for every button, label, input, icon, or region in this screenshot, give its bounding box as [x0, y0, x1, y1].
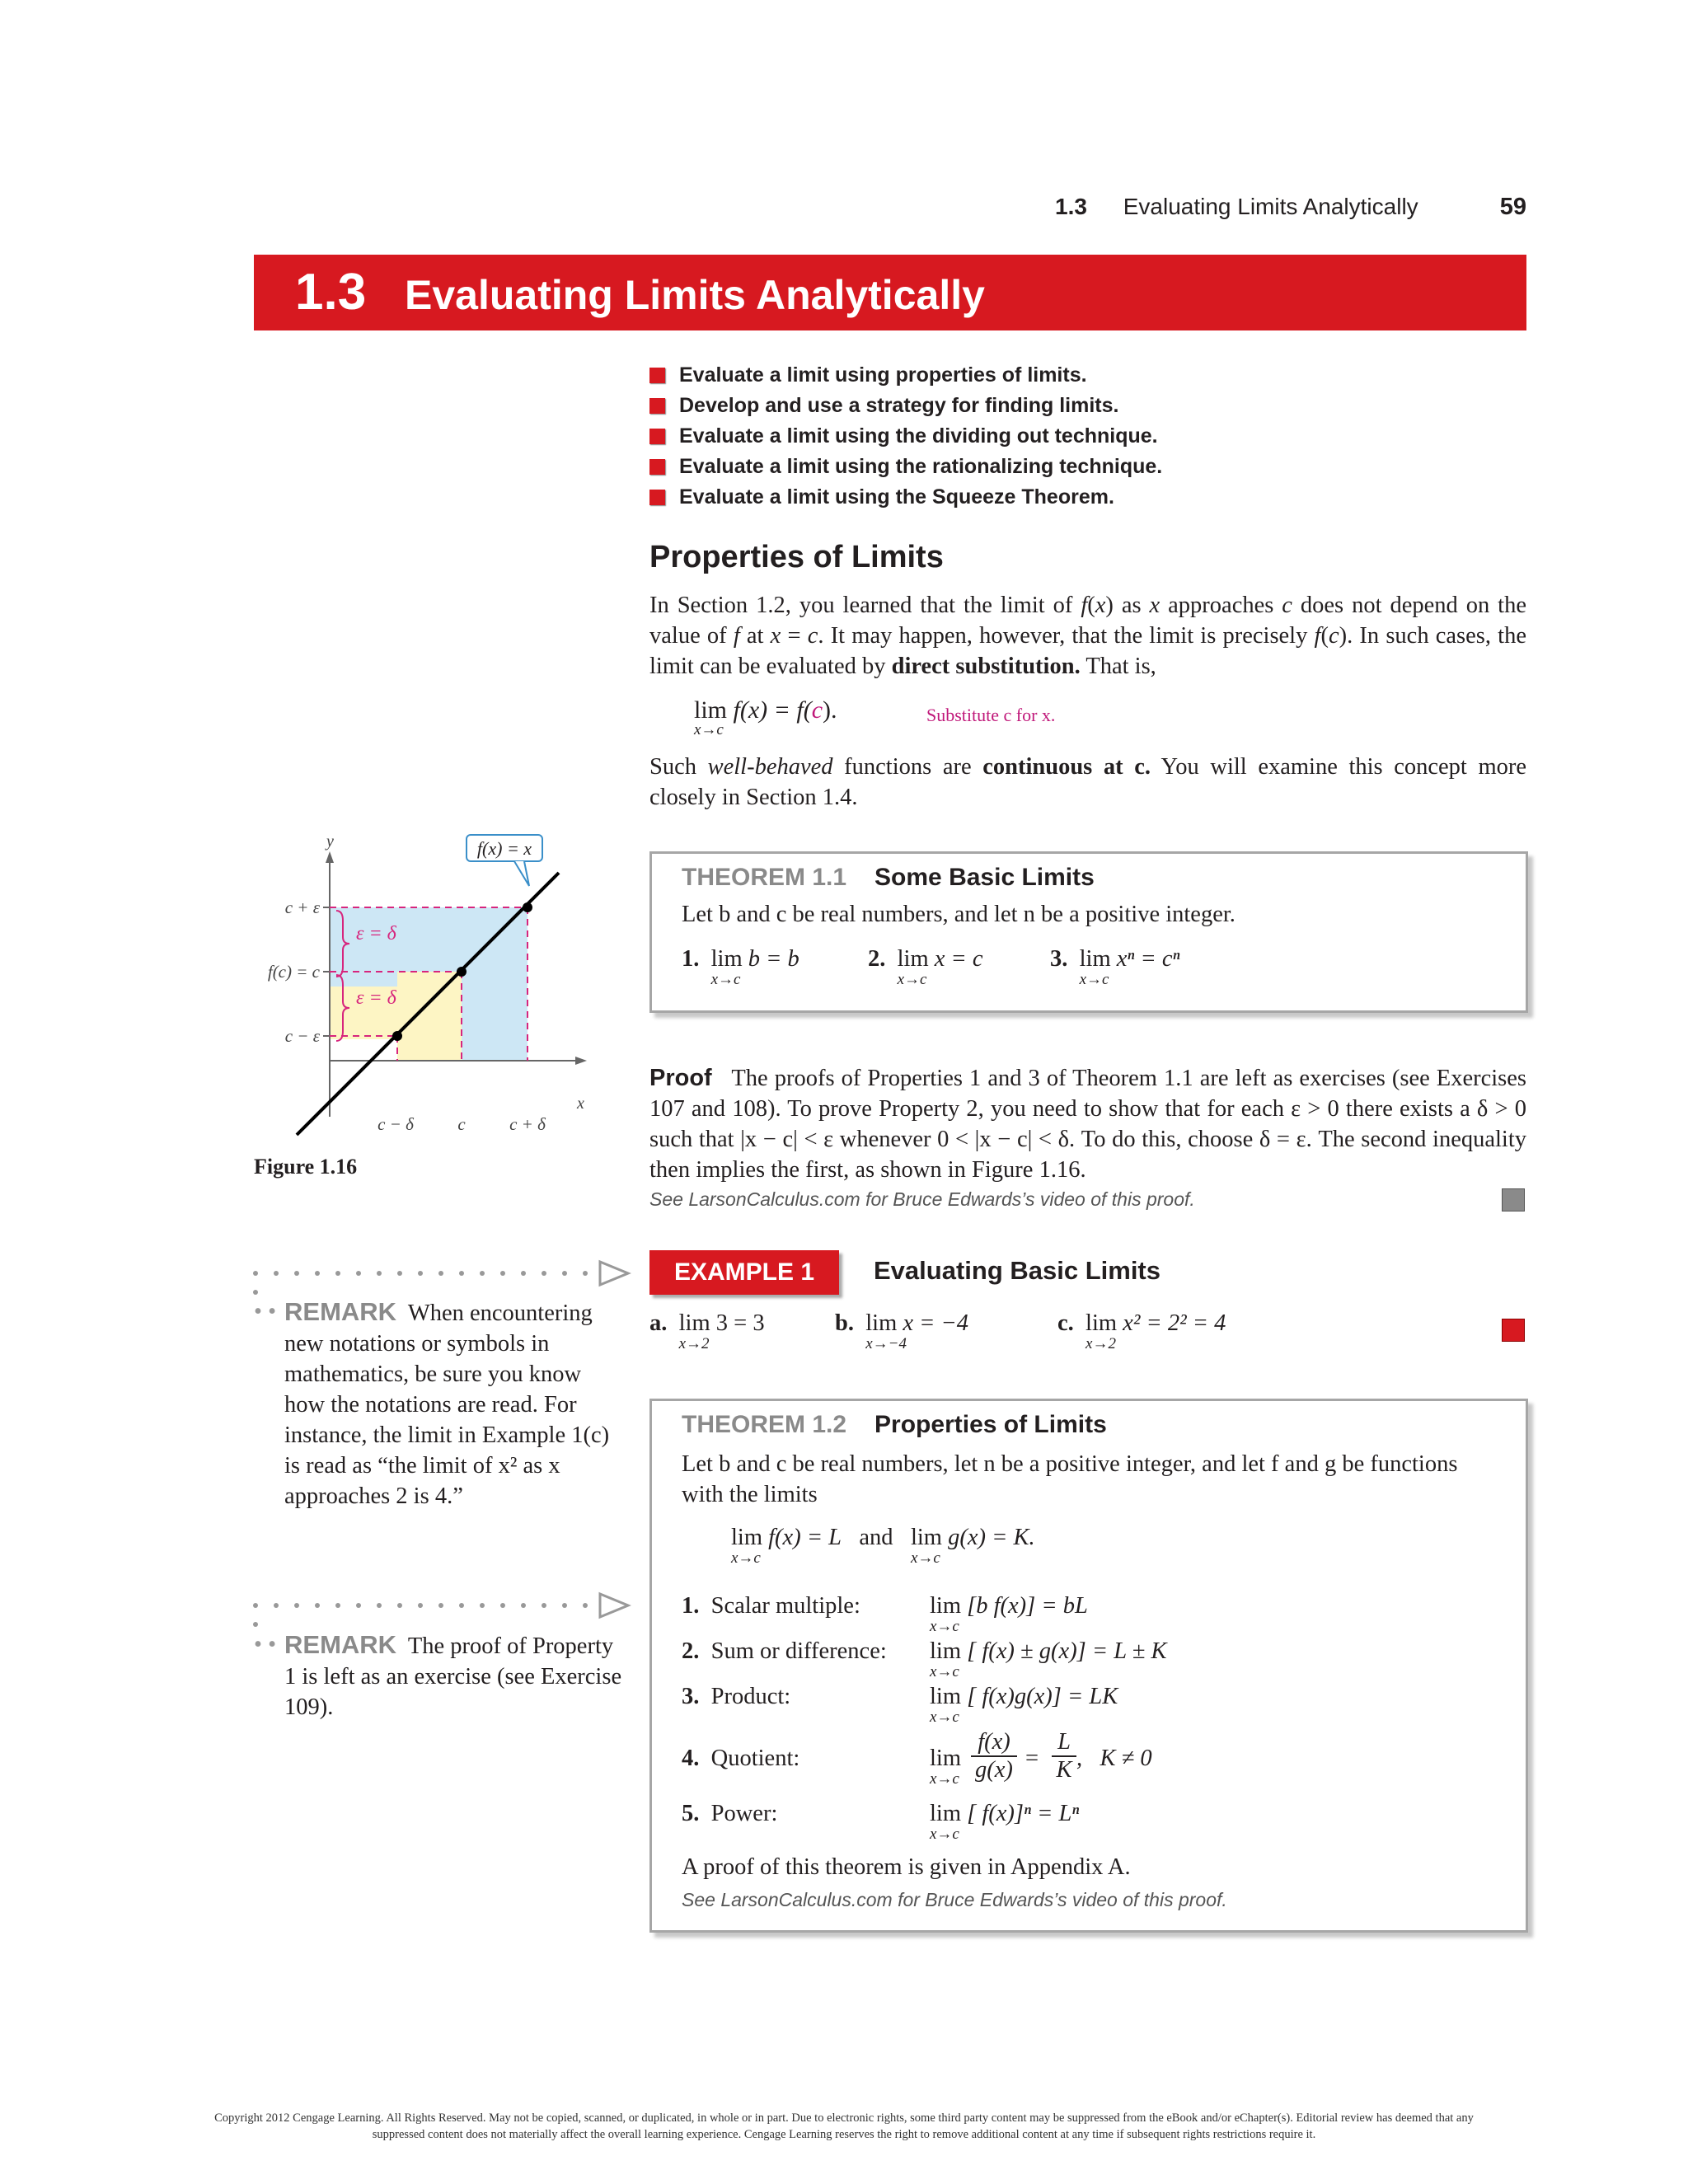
example-1-part: c. lim x→2 x² = 2² = 4 — [1057, 1310, 1226, 1352]
running-head — [1055, 194, 1526, 220]
remark-2: • • REMARK The proof of Property 1 is left as an exercise (see Exercise 109). — [254, 1630, 622, 1720]
running-head-section: 1.3 — [1055, 194, 1087, 219]
bullet-square-icon — [649, 368, 665, 383]
objective-item: Develop and use a strategy for finding limits. — [649, 391, 1523, 421]
x-tick-label: c − δ — [377, 1114, 414, 1134]
proof-label: Proof — [649, 1065, 712, 1091]
theorem-1-1-statement: Let b and c be real numbers, and let n be a positive integer. — [682, 902, 1236, 927]
x-axis-arrow-icon — [575, 1057, 587, 1065]
function-label: f(x) = x — [476, 838, 532, 859]
pointer-arrow-icon — [600, 1262, 628, 1285]
proof-video-link[interactable]: See LarsonCalculus.com for Bruce Edwards’s video of this proof. — [649, 1188, 1195, 1210]
remark-1: • • REMARK When encountering new notations or symbols in mathematics, be sure you know how the notations are read. For instance, the limit in Example 1(c) is read as “the limit of x² as x approaches 2 is 4.” — [254, 1297, 610, 1509]
intro-paragraph: In Section 1.2, you learned that the limit of f(x) as x approaches c does not depend on the value of f at x = c. It may happen, however, that the limit is precisely f(c). In such cases, the limit can be evaluated by direct substitution. That is, — [649, 593, 1526, 679]
example-1-part: a. lim x→2 3 = 3 — [649, 1310, 765, 1352]
section-banner — [254, 255, 1526, 330]
theorem-1-2-given: lim x→c f(x) = L and lim x→c g(x) = K. — [731, 1525, 1035, 1567]
bullet-square-icon — [649, 490, 665, 505]
objective-item: Evaluate a limit using the dividing out technique. — [649, 421, 1523, 452]
bullet-square-icon — [649, 429, 665, 444]
point-center — [457, 967, 467, 977]
brace-label: ε = δ — [356, 923, 396, 944]
x-axis-label: x — [577, 1094, 584, 1113]
property-formula: lim x→c [ f(x)]ⁿ = Lⁿ — [930, 1801, 1080, 1843]
proof-paragraph: Proof The proofs of Properties 1 and 3 of Theorem 1.1 are left as exercises (see Exercises 107 and 108). To prove Property 2, you need to show that for each ε > 0 there exists a δ > 0 such that |x − c| < ε whenever 0 < |x − c| < δ. To do this, choose δ = ε. The second inequality then implies the first, as shown in Figure 1.16. — [649, 1065, 1526, 1183]
property-label: 4. Quotient: — [682, 1746, 800, 1771]
objective-item: Evaluate a limit using the Squeeze Theorem. — [649, 482, 1523, 513]
theorem-1-2-header: THEOREM 1.2 Properties of Limits — [682, 1411, 1107, 1438]
property-label: 2. Sum or difference: — [682, 1638, 887, 1664]
property-formula: lim x→c f(x) g(x) = L K , K ≠ 0 — [930, 1729, 1152, 1788]
figure-caption: Figure 1.16 — [254, 1155, 358, 1179]
theorem-1-1-box — [649, 851, 1528, 1013]
section-heading: Properties of Limits — [649, 540, 944, 574]
y-tick-label: f(c) = c — [267, 962, 320, 982]
theorem-1-2-statement: Let b and c be real numbers, let n be a positive integer, and let f and g be functions with the limits — [682, 1451, 1458, 1507]
example-1-tab: EXAMPLE 1 — [649, 1250, 839, 1295]
bullet-square-icon — [649, 398, 665, 414]
end-example-square-icon — [1502, 1319, 1525, 1342]
pointer-arrow-icon — [600, 1594, 628, 1617]
x-tick-label: c — [457, 1114, 466, 1134]
objective-item: Evaluate a limit using the rationalizing technique. — [649, 452, 1523, 482]
x-tick-label: c + δ — [509, 1114, 546, 1134]
theorem-1-1-item: 2. lim x→c x = c — [868, 946, 983, 988]
substitution-note: Substitute c for x. — [926, 705, 1056, 725]
running-head-title: Evaluating Limits Analytically — [1123, 194, 1418, 219]
property-label: 3. Product: — [682, 1684, 791, 1709]
end-proof-square-icon — [1502, 1188, 1525, 1212]
theorem-1-1-item: 1. lim x→c b = b — [682, 946, 799, 988]
property-formula: lim x→c [ f(x)g(x)] = LK — [930, 1684, 1118, 1726]
objective-item: Evaluate a limit using properties of limits. — [649, 360, 1523, 391]
objectives-list — [649, 360, 1523, 513]
direct-substitution-equation: lim x→c f(x) = f(c). — [694, 696, 837, 738]
continuity-paragraph: Such well-behaved functions are continuous at c. You will examine this concept more closely in Section 1.4. — [649, 754, 1527, 810]
theorem-1-2-closing: A proof of this theorem is given in Appendix A. — [682, 1854, 1131, 1880]
epsilon-band-blue — [462, 907, 528, 1061]
figure-1-16 — [247, 828, 610, 1158]
property-formula: lim x→c [ f(x) ± g(x)] = L ± K — [930, 1638, 1167, 1680]
theorem-1-1-item: 3. lim x→c xⁿ = cⁿ — [1050, 946, 1180, 988]
page-number: 59 — [1499, 194, 1526, 220]
y-tick-label: c − ε — [284, 1026, 320, 1046]
section-number: 1.3 — [295, 264, 367, 321]
theorem-1-1-header: THEOREM 1.1 Some Basic Limits — [682, 864, 1095, 891]
theorem-1-2-box — [649, 1399, 1528, 1933]
theorem-1-2-video-link[interactable]: See LarsonCalculus.com for Bruce Edwards’s video of this proof. — [682, 1889, 1227, 1910]
property-label: 1. Scalar multiple: — [682, 1593, 860, 1619]
bullet-square-icon — [649, 459, 665, 475]
delta-band-yellow — [397, 972, 462, 1061]
copyright-notice: Copyright 2012 Cengage Learning. All Rights Reserved. May not be copied, scanned, or duplicated, in whole or in part. Due to electronic rights, some third party content may be suppressed from the eBook and/or eChapter(s). Editorial review has deemed that any suppressed content does not materially affect the overall learning experience. Cengage Learning reserves the right to remove additional content at any time if subsequent rights restrictions require it. — [214, 2111, 1474, 2141]
point-upper — [523, 902, 532, 912]
point-lower — [392, 1031, 402, 1041]
brace-label: ε = δ — [356, 987, 396, 1009]
y-axis-arrow-icon — [326, 851, 334, 863]
example-1-title: Evaluating Basic Limits — [874, 1256, 1160, 1285]
y-tick-label: c + ε — [284, 898, 320, 917]
y-axis-label: y — [326, 832, 334, 851]
property-formula: lim x→c [b f(x)] = bL — [930, 1593, 1088, 1635]
property-label: 5. Power: — [682, 1801, 778, 1826]
example-1-part: b. lim x→−4 x = −4 — [835, 1310, 968, 1352]
section-title: Evaluating Limits Analytically — [405, 272, 985, 318]
